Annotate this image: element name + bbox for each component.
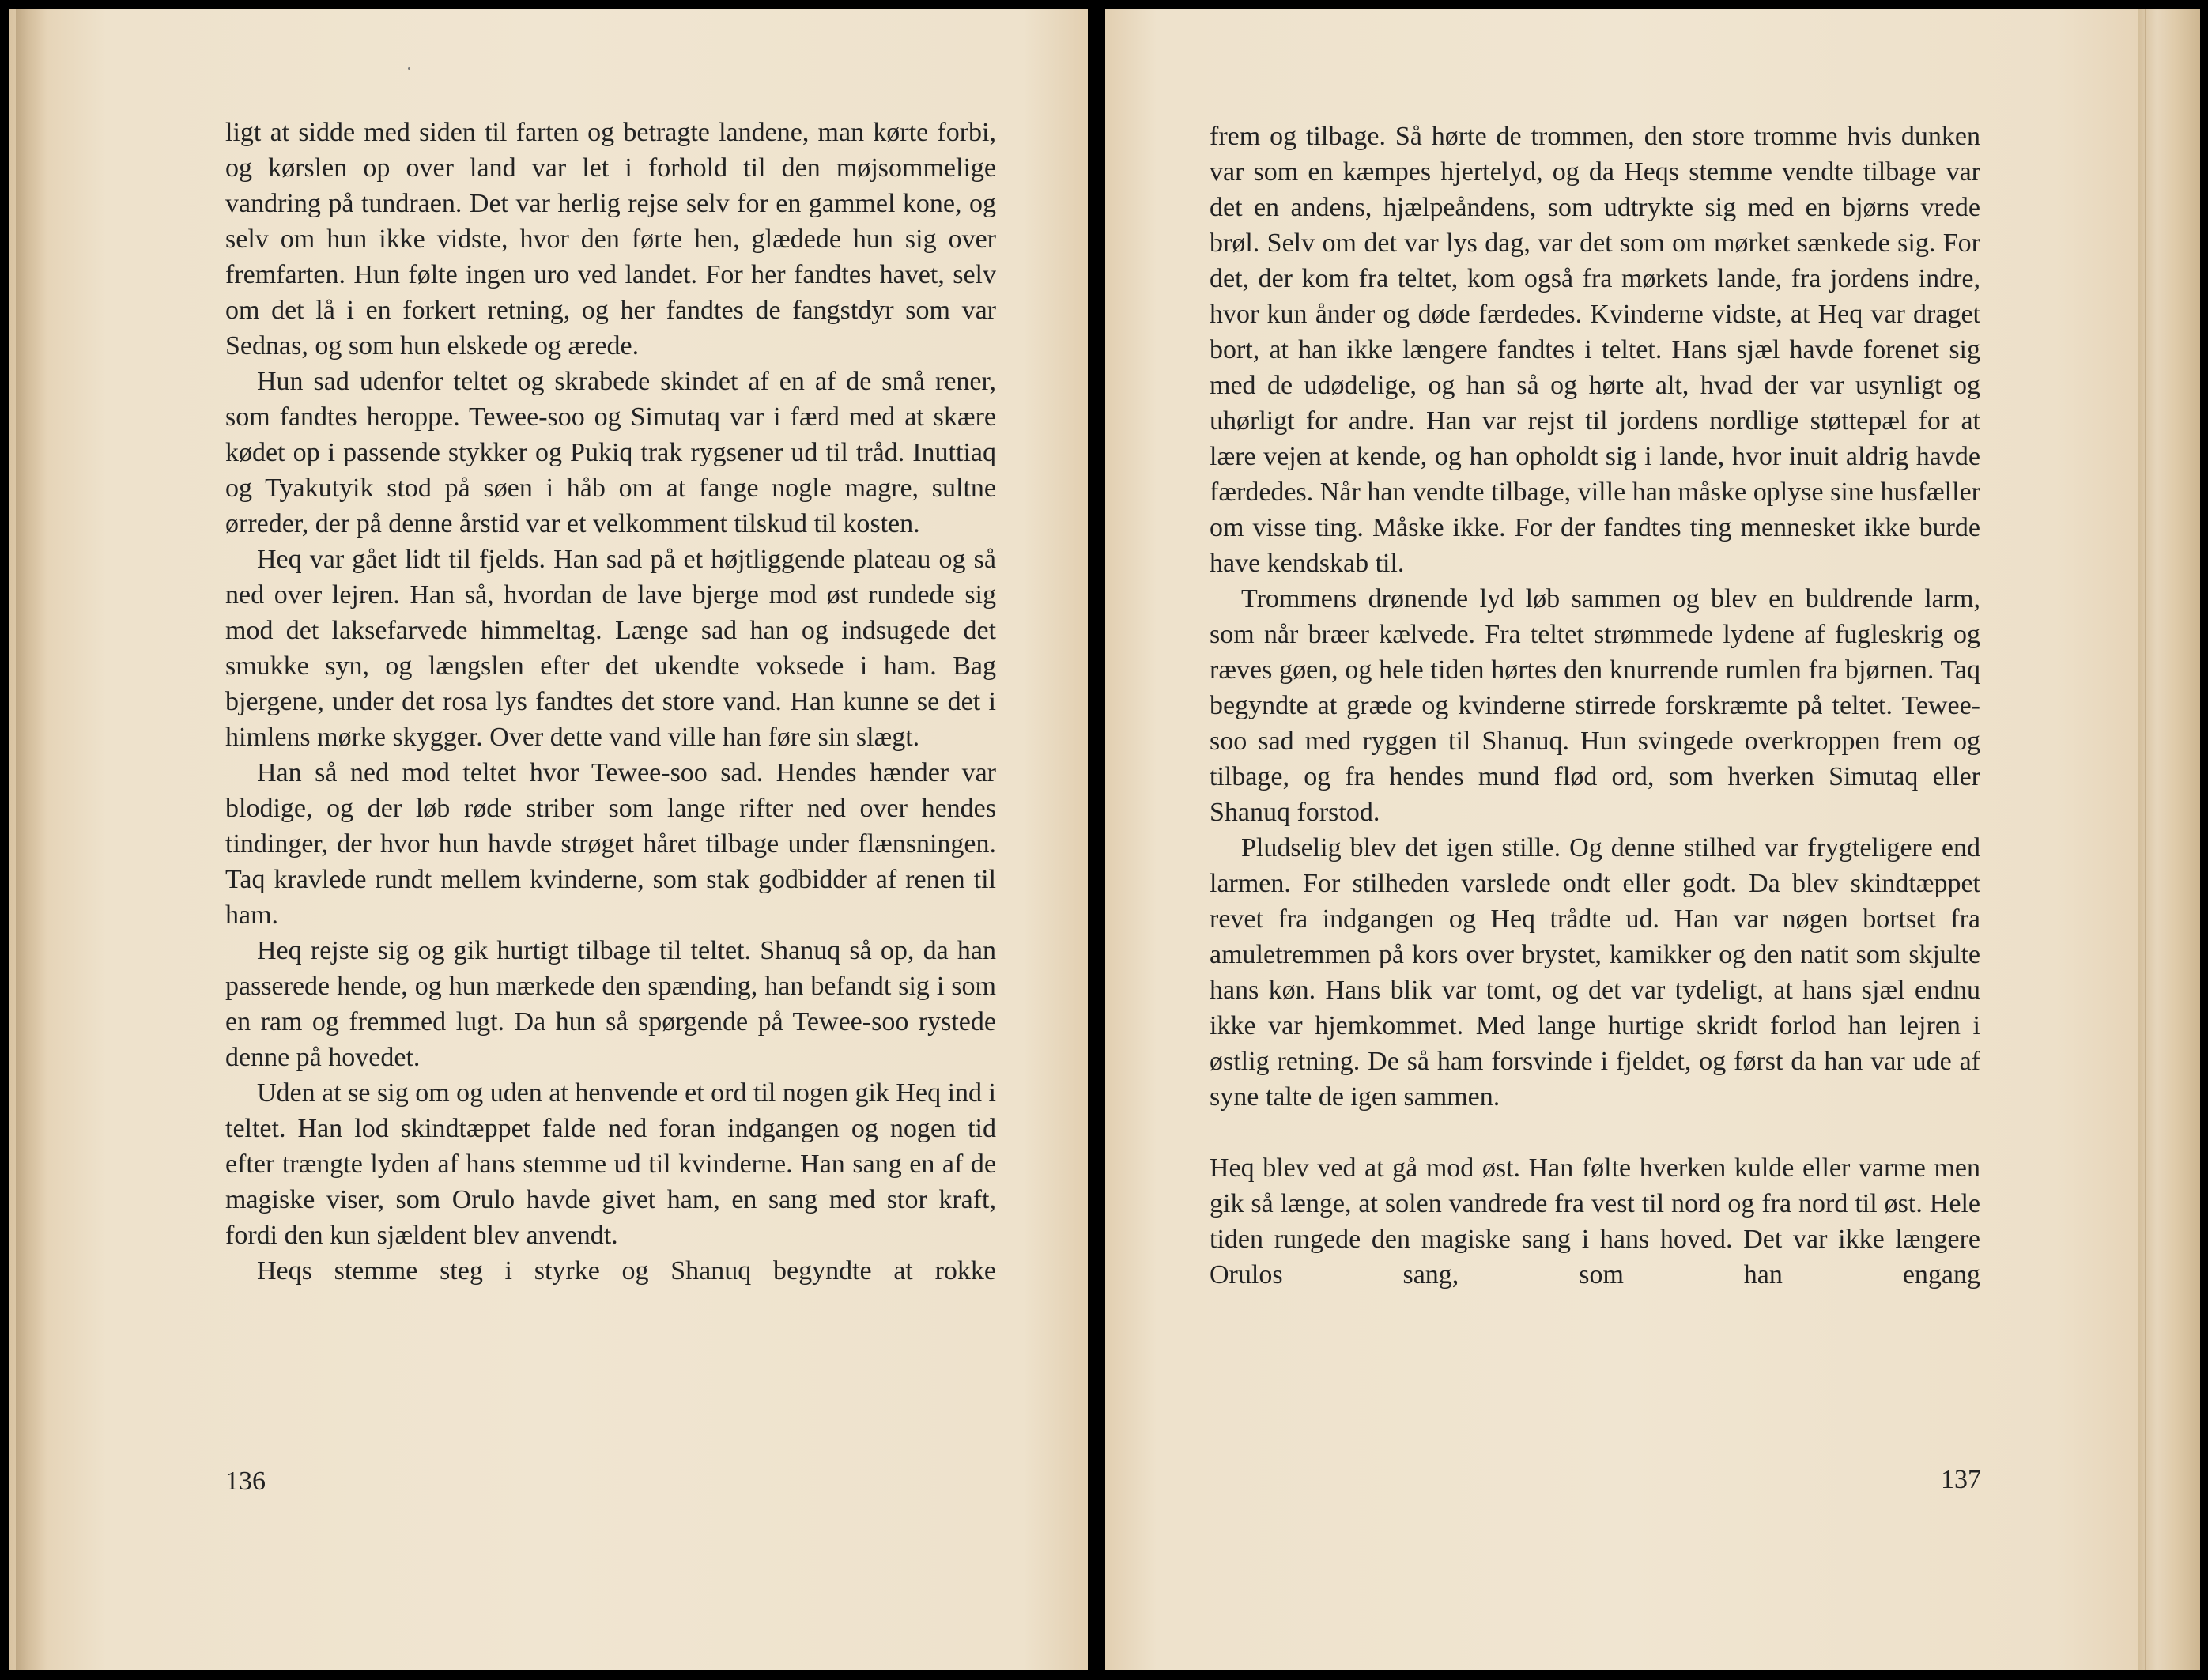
paragraph: Han så ned mod teltet hvor Tewee-soo sad. Hendes hænder var blodige, og der løb røde striber som lange rifter ned over hendes tindinger, der hvor hun havde strøget håret tilbage under flænsningen. Taq kravlede rundt mellem kvinderne, som stak godbidder af renen til ham. (225, 758, 996, 930)
paper-speck (408, 67, 410, 70)
book-spine-shadow (16, 9, 47, 1670)
paragraph: Hun sad udenfor teltet og skrabede skindet af en af de små rener, som fandtes heroppe. Tewee-soo og Simutaq var i færd med at skære kødet op i passende stykker og Pukiq trak rygsener ud til tråd. Inuttiaq og Tyakutyik stod på søen i håb om at fange nogle magre, sultne ørreder, der på denne årstid var et velkomment tilskud til kosten. (225, 367, 996, 538)
paragraph: Heqs stemme steg i styrke og Shanuq begyndte at rokke (257, 1256, 996, 1285)
paragraph: Heq var gået lidt til fjelds. Han sad på et højtliggende plateau og så ned over lejren. Han så, hvordan de lave bjerge mod øst rundede sig mod det laksefarvede himmeltag. Længe sad han og indsugede det smukke syn, og længslen efter det ukendte voksede i ham. Bag bjergene, under det rosa lys fandtes det store vand. Han kunne se det i himlens mørke skygger. Over dette vand ville han føre sin slægt. (225, 545, 996, 752)
page-number-right: 137 (1941, 1465, 1981, 1494)
right-page-text (1210, 119, 1980, 1293)
paragraph: Pludselig blev det igen stille. Og denne stilhed var frygteligere end larmen. For stilheden varslede ondt eller godt. Da blev skindtæppet revet fra indgangen og Heq trådte ud. Han var nøgen bortset fra amuletremmen på kors over brystet, kamikker og den natit som skjulte hans køn. Hans blik var tomt, og det var tydeligt, at hans sjæl endnu ikke var hjemkommet. Med lange hurtige skridt forlod han lejren i østlig retning. De så ham forsvinde i fjeldet, og først da han var ude af syne talte de igen sammen. (1210, 833, 1980, 1112)
paragraph: Uden at se sig om og uden at henvende et ord til nogen gik Heq ind i teltet. Han lod skindtæppet falde ned foran indgangen og nogen tid efter trængte lyden af hans stemme ud til kvinderne. Han sang en af de magiske viser, som Orulo havde givet ham, en sang med stor kraft, fordi den kun sjældent blev anvendt. (225, 1078, 996, 1250)
page-edge (2138, 9, 2200, 1670)
paragraph: Heq rejste sig og gik hurtigt tilbage til teltet. Shanuq så op, da han passerede hende, og hun mærkede den spænding, han befandt sig i som en ram og fremmed lugt. Da hun så spørgende på Tewee-soo rystede denne på hovedet. (225, 936, 996, 1072)
page-number-left: 136 (225, 1467, 266, 1496)
left-page-text (225, 115, 996, 1289)
paragraph: Heq blev ved at gå mod øst. Han følte hverken kulde eller varme men gik så længe, at solen vandrede fra vest til nord og fra nord til øst. Hele tiden rungede den magiske sang i hans hoved. Det var ikke længere Orulos sang, som han engang (1210, 1153, 1980, 1289)
paragraph: frem og tilbage. Så hørte de trommen, den store tromme hvis dunken var som en kæmpes hjertelyd, og da Heqs stemme vendte tilbage var det en andens, hjælpeåndens, som udtrykte sig med en bjørns vrede brøl. Selv om det var lys dag, var det som om mørket sænkede sig. For det, der kom fra teltet, kom også fra mørkets lande, fra jordens indre, hvor kun ånder og døde færdedes. Kvinderne vidste, at Heq var draget bort, at han ikke længere fandtes i teltet. Hans sjæl havde forenet sig med de udødelige, og han så og hørte alt, hvad der var usynligt og uhørligt for andre. Han var rejst til jordens nordlige støttepæl for at lære vejen at kende, og han opholdt sig i lande, hvor inuit aldrig havde færdedes. Når han vendte tilbage, ville han måske oplyse sine husfæller om visse ting. Måske ikke. For der fandtes ting mennesket ikke burde have kendskab til. (1210, 122, 1980, 578)
paragraph: Trommens drønende lyd løb sammen og blev en buldrende larm, som når bræer kælvede. Fra teltet strømmede lydene af fugleskrig og ræves gøen, og hele tiden hørtes den knurrende rumlen fra bjørnen. Taq begyndte at græde og kvinderne stirrede forskræmte på teltet. Tewee-soo sad med ryggen til Shanuq. Hun svingede overkroppen frem og tilbage, og fra hendes mund flød ord, som hverken Simutaq eller Shanuq forstod. (1210, 584, 1980, 827)
paragraph: ligt at sidde med siden til farten og betragte landene, man kørte forbi, og kørslen op over land var let i forhold til den møjsommelige vandring på tundraen. Det var herlig rejse selv for en gammel kone, og selv om hun ikke vidste, hvor den førte hen, glædede hun sig over fremfarten. Hun følte ingen uro ved landet. For her fandtes havet, selv om det lå i en forkert retning, og her fandtes de fangstdyr som var Sednas, og som hun elskede og ærede. (225, 118, 996, 361)
